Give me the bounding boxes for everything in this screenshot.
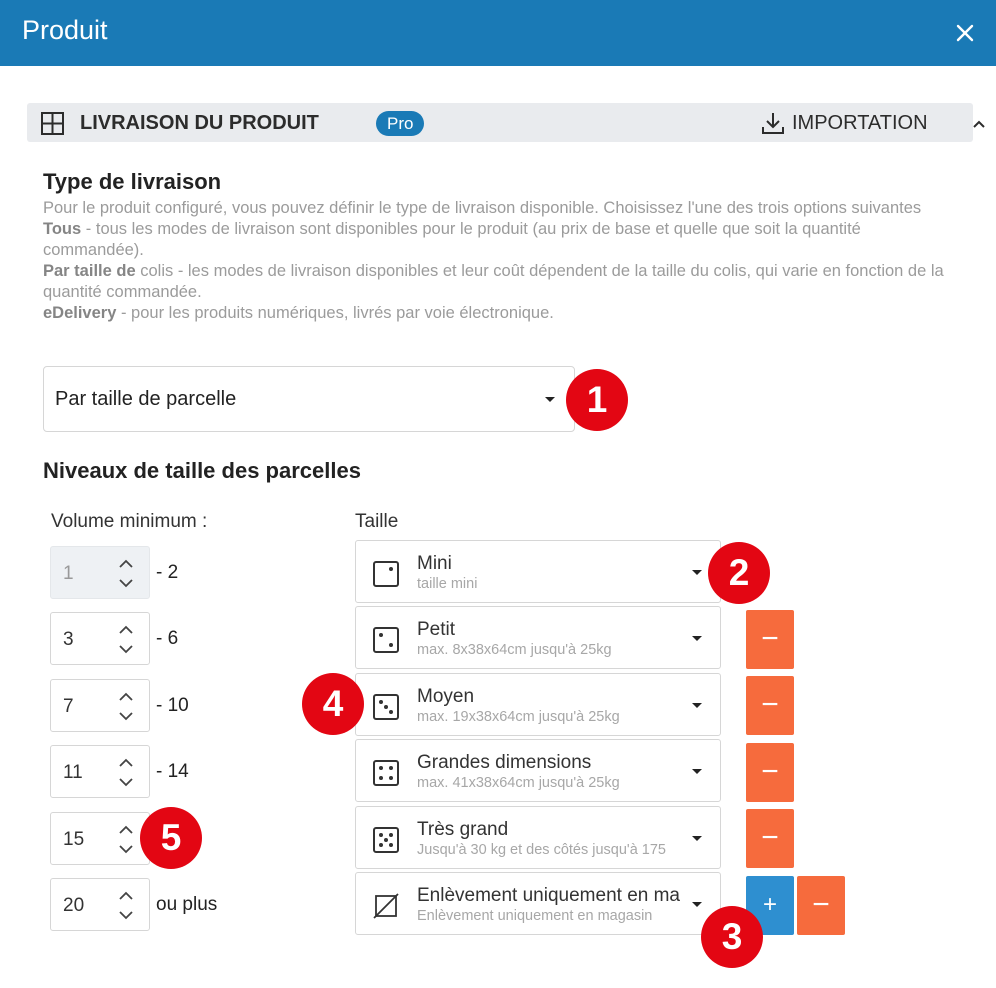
caret-down-icon [692,769,702,774]
min-volume-stepper[interactable]: 11 [50,745,150,798]
size-description: max. 19x38x64cm jusqu'à 25kg [417,709,620,725]
size-description: max. 41x38x64cm jusqu'à 25kg [417,775,620,791]
remove-level-button[interactable]: − [746,743,794,802]
size-select[interactable] [355,739,721,802]
min-volume-stepper[interactable]: 7 [50,679,150,732]
min-volume-stepper[interactable]: 15 [50,812,150,865]
section-header [27,103,973,142]
chevron-up-icon[interactable] [115,689,137,705]
chevron-up-icon[interactable] [115,822,137,838]
remove-level-button[interactable]: − [797,876,845,935]
grid-icon [40,111,65,136]
chevron-down-icon[interactable] [115,641,137,657]
size-description: max. 8x38x64cm jusqu'à 25kg [417,642,612,658]
chevron-up-icon[interactable] [967,112,991,136]
desc-option-all: Tous - tous les modes de livraison sont disponibles pour le produit (au prix de base et quelle que soit la quantité commandée). [43,220,861,259]
desc-option-size: Par taille de colis - les modes de livraison disponibles et leur coût dépendent de la taille du colis, qui varie en fonction de la quantité commandée. [43,262,944,301]
size-description: Enlèvement uniquement en magasin [417,908,653,924]
chevron-down-icon[interactable] [115,841,137,857]
caret-down-icon [692,902,702,907]
size-name: Moyen [417,686,475,707]
dice-two-icon [372,626,400,654]
remove-level-button[interactable]: − [746,610,794,669]
size-select[interactable] [355,673,721,736]
chevron-up-icon[interactable] [115,755,137,771]
chevron-up-icon[interactable] [115,556,137,572]
size-description: Jusqu'à 30 kg et des côtés jusqu'à 175 [417,842,666,858]
download-icon [760,110,786,136]
remove-level-button[interactable]: − [746,809,794,868]
volume-range-max: - 10 [156,695,189,716]
chevron-up-icon[interactable] [115,622,137,638]
dice-one-icon [372,560,400,588]
size-name: Grandes dimensions [417,752,592,773]
size-name: Petit [417,619,456,640]
size-name: Enlèvement uniquement en ma [417,885,680,906]
min-volume-stepper[interactable]: 20 [50,878,150,931]
size-name: Très grand [417,819,509,840]
delivery-type-select[interactable] [43,366,575,432]
volume-range-max: - 6 [156,628,179,649]
desc-option-edelivery: eDelivery - pour les produits numériques, livrés par voie électronique. [43,304,554,322]
section-title: LIVRAISON DU PRODUIT [80,112,319,134]
size-select[interactable] [355,606,721,669]
chevron-down-icon[interactable] [115,708,137,724]
dice-five-icon [372,826,400,854]
caret-down-icon [692,703,702,708]
size-select[interactable] [355,540,721,603]
chevron-down-icon[interactable] [115,575,137,591]
caret-down-icon [692,836,702,841]
delivery-type-description [43,198,963,324]
volume-range-max: ou plus [156,894,218,915]
size-select[interactable] [355,806,721,869]
annotation-marker-2: 2 [708,542,770,604]
add-level-button[interactable]: + [746,876,794,935]
column-volume-header: Volume minimum : [51,511,208,532]
min-volume-stepper[interactable]: 3 [50,612,150,665]
caret-down-icon [692,636,702,641]
delivery-type-heading: Type de livraison [43,169,222,194]
min-volume-stepper[interactable]: 1 [50,546,150,599]
desc-intro: Pour le produit configuré, vous pouvez définir le type de livraison disponible. Choisissez l'une des trois options suivantes [43,199,922,217]
dice-three-icon [372,693,400,721]
volume-range-max: - 14 [156,761,189,782]
chevron-up-icon[interactable] [115,888,137,904]
annotation-marker-3: 3 [701,906,763,968]
annotation-marker-5: 5 [140,807,202,869]
close-icon[interactable] [952,20,978,46]
size-levels-heading: Niveaux de taille des parcelles [43,458,361,483]
dialog-titlebar [0,0,996,66]
import-button[interactable] [760,109,928,137]
dialog-title: Produit [22,15,108,45]
no-package-icon [372,892,400,920]
chevron-down-icon[interactable] [115,907,137,923]
pro-badge: Pro [376,111,424,136]
annotation-marker-1: 1 [566,369,628,431]
delivery-type-value: Par taille de parcelle [55,388,237,410]
chevron-down-icon[interactable] [115,774,137,790]
dice-four-icon [372,759,400,787]
import-label: IMPORTATION [792,111,928,134]
column-size-header: Taille [355,511,399,532]
annotation-marker-4: 4 [302,673,364,735]
size-select[interactable] [355,872,721,935]
caret-down-icon [692,570,702,575]
size-name: Mini [417,553,452,574]
caret-down-icon [545,397,555,402]
size-description: taille mini [417,576,478,592]
remove-level-button[interactable]: − [746,676,794,735]
volume-range-max: - 2 [156,562,179,583]
